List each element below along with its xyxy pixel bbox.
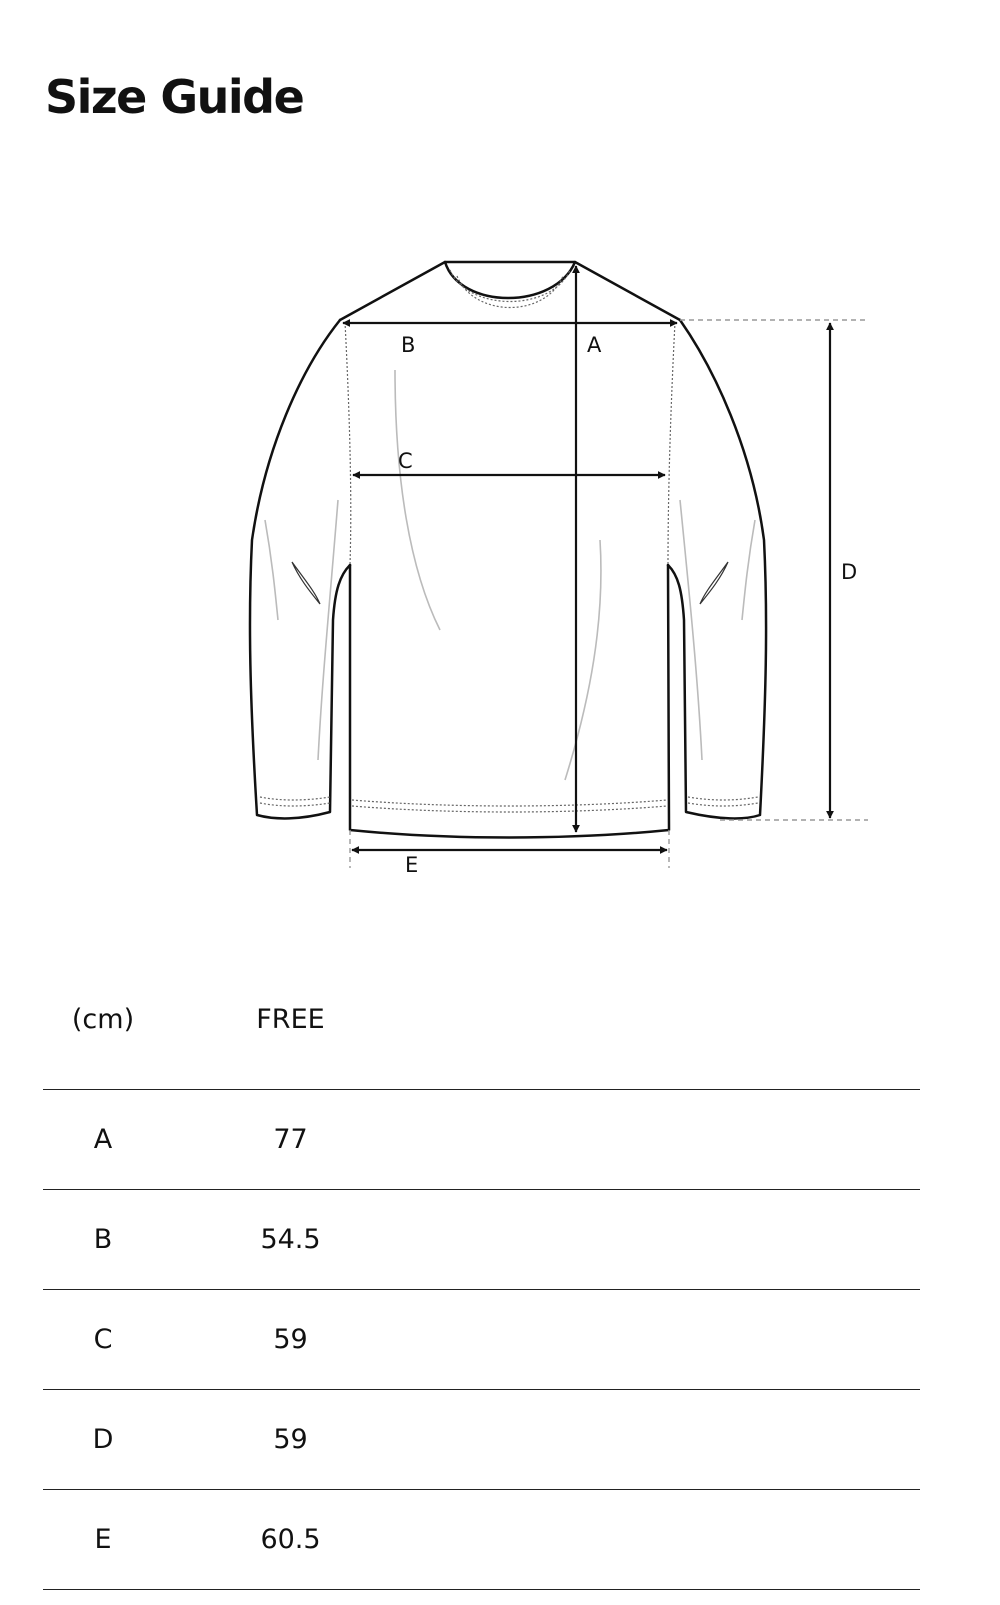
row-label: B bbox=[93, 1224, 113, 1255]
row-label: C bbox=[93, 1324, 113, 1355]
sweater-creases bbox=[292, 562, 728, 604]
row-value: 60.5 bbox=[260, 1524, 321, 1555]
table-row bbox=[43, 1190, 920, 1290]
row-value: 59 bbox=[273, 1324, 308, 1355]
row-label: A bbox=[93, 1124, 113, 1155]
row-value: 59 bbox=[273, 1424, 308, 1455]
label-e: E bbox=[405, 853, 419, 877]
table-row bbox=[43, 1390, 920, 1490]
table-row bbox=[43, 1490, 920, 1590]
sweater-folds bbox=[265, 370, 755, 780]
guide-lines bbox=[350, 320, 868, 868]
row-value: 54.5 bbox=[260, 1224, 321, 1255]
row-value: 77 bbox=[273, 1124, 308, 1155]
page-title: Size Guide bbox=[45, 70, 304, 124]
sweater-outline bbox=[250, 262, 766, 838]
row-label: E bbox=[94, 1524, 112, 1555]
label-c: C bbox=[398, 449, 413, 473]
table-row bbox=[43, 1290, 920, 1390]
size-table bbox=[43, 990, 920, 1590]
table-row bbox=[43, 1090, 920, 1190]
label-d: D bbox=[841, 560, 858, 584]
label-a: A bbox=[587, 333, 602, 357]
label-b: B bbox=[401, 333, 416, 357]
size-header: FREE bbox=[256, 1004, 325, 1035]
table-header-row bbox=[43, 990, 920, 1090]
unit-header: (cm) bbox=[71, 1004, 135, 1035]
row-label: D bbox=[92, 1424, 114, 1455]
